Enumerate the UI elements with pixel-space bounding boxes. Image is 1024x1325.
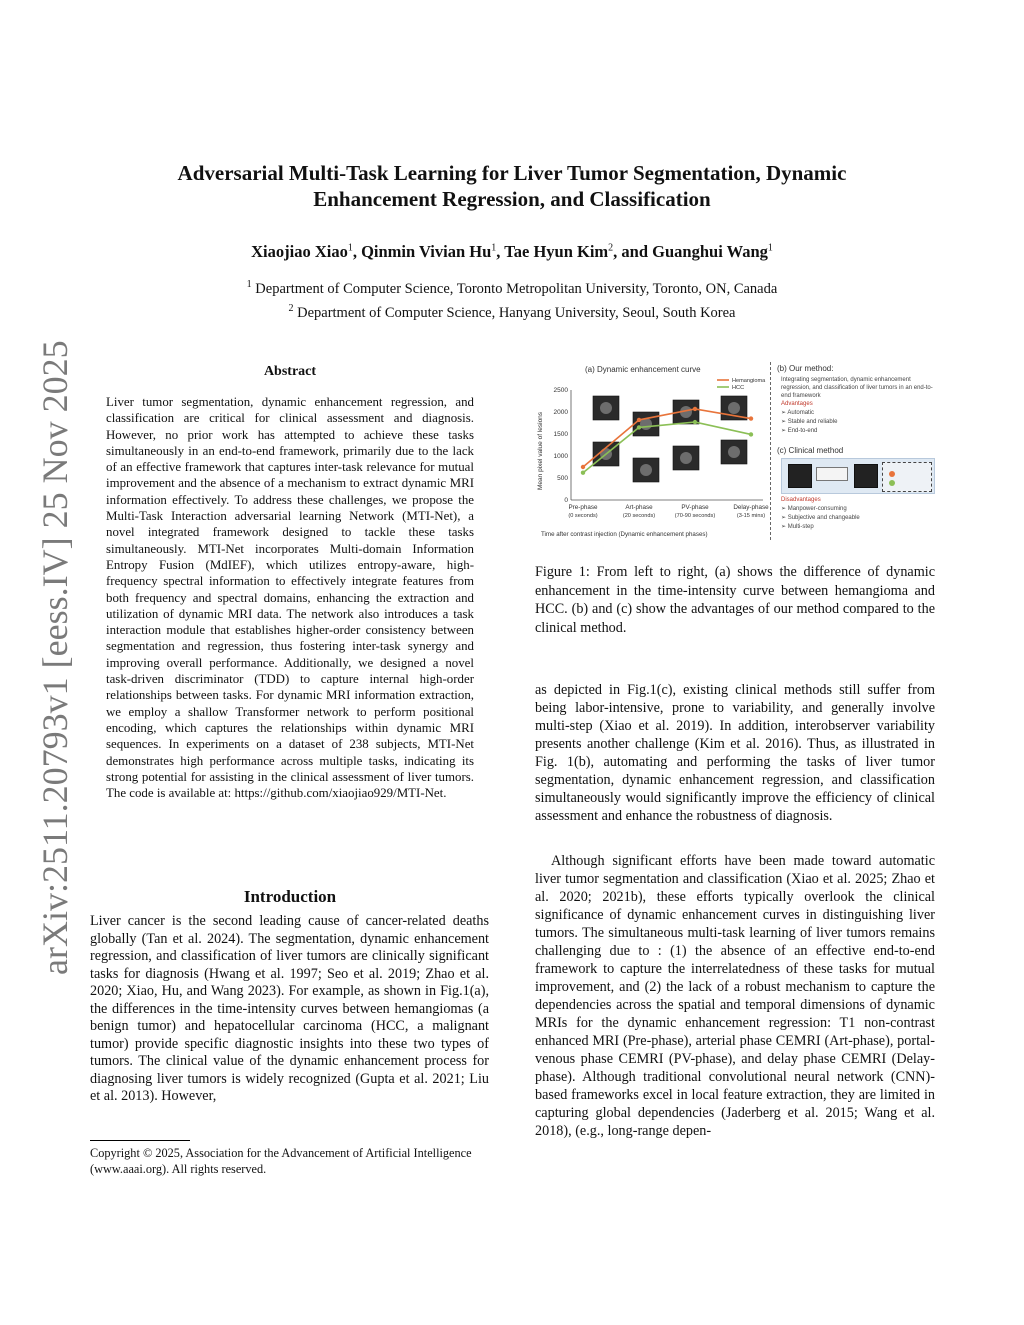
data-point — [693, 420, 697, 424]
figure-panel-bc — [770, 362, 937, 540]
copyright-notice: Copyright © 2025, Association for the Advancement of Artificial Intelligence (www.aaai.org). All rights reserved. — [90, 1146, 472, 1176]
disadvantage-text: Multi-step — [787, 524, 814, 530]
x-tick-sublabel: (0 seconds) — [568, 513, 598, 519]
x-tick-label: Pre-phase — [568, 504, 598, 511]
data-point — [693, 407, 697, 411]
advantage-text: Stable and reliable — [787, 419, 838, 425]
affiliation-1 — [100, 275, 924, 299]
x-tick-label: Art-phase — [625, 504, 653, 511]
mri-lesion — [728, 402, 740, 414]
introduction-heading: Introduction — [243, 887, 337, 906]
legend-label: Hemangioma — [732, 378, 766, 384]
disadvantage-text: Subjective and changeable — [787, 515, 860, 521]
x-tick-sublabel: (20 seconds) — [622, 513, 656, 519]
data-point — [581, 471, 585, 475]
panel-b-title: (b) Our method: — [777, 364, 834, 373]
affiliations — [100, 275, 924, 323]
data-point — [637, 418, 641, 422]
workflow-output-box — [882, 462, 932, 492]
y-tick-label: 2500 — [553, 387, 568, 394]
affiliation-2 — [100, 299, 924, 323]
mri-lesion — [640, 464, 652, 476]
y-tick-label: 1000 — [553, 453, 568, 460]
paper-title — [100, 160, 924, 212]
disadvantage-item: ➢ Multi-step — [781, 524, 814, 530]
x-tick-label: Delay-phase — [733, 504, 769, 511]
author: Qinmin Vivian Hu — [361, 242, 492, 261]
data-point — [581, 465, 585, 469]
advantage-text: Automatic — [787, 410, 815, 416]
x-tick-label: PV-phase — [681, 504, 709, 511]
data-point — [749, 432, 753, 436]
advantages-label: Advantages — [781, 401, 813, 407]
disadvantage-item: ➢ Manpower-consuming — [781, 506, 847, 512]
chart-y-label: Mean pixel value of lesions — [537, 411, 544, 490]
advantage-item: ➢ Automatic — [781, 410, 815, 416]
y-tick-label: 1500 — [553, 431, 568, 438]
chart-legend — [717, 378, 766, 391]
advantage-item: ➢ Stable and reliable — [781, 419, 838, 425]
mri-lesion — [600, 402, 612, 414]
advantage-item: ➢ End-to-end — [781, 428, 818, 434]
affil-sup: 2 — [288, 302, 294, 314]
disadvantage-text: Manpower-consuming — [787, 506, 847, 512]
footnote-rule — [90, 1140, 190, 1141]
dynamic-enhancement-chart — [533, 360, 769, 540]
legend-label: HCC — [732, 385, 745, 391]
body-paragraph: as depicted in Fig.1(c), existing clinical methods still suffer from being labor-intensive, prone to variability, and generally involve multi-step (Xiao et al. 2019). In addition, interobserver variability presents another challenge (Kim et al. 2016). Thus, as illustrated in Fig. 1(b), automating and performing the tasks of liver tumor segmentation, dynamic enhancement regression, and classification simultaneously would significantly improve the efficiency of clinical assessment and enhance the robustness of diagnosis. — [535, 682, 935, 824]
panel-c-title: (c) Clinical method — [777, 446, 844, 455]
affil-text: Department of Computer Science, Toronto Metropolitan University, Toronto, ON, Canada — [255, 280, 778, 297]
disadvantage-item: ➢ Subjective and changeable — [781, 515, 860, 521]
disadvantages-label: Disadvantages — [781, 497, 821, 503]
author: Tae Hyun Kim — [504, 242, 609, 261]
data-point — [749, 416, 753, 420]
author: and Guanghui Wang — [621, 242, 768, 261]
body-paragraph: Although significant efforts have been made toward automatic liver tumor segmentation and classification (Xiao et al. 2025; Zhao et al. 2020; 2021b), these efforts typically overlook the clinical significance of dynamic enhancement curves in distinguishing liver tumors. The simultaneous multi-task learning of liver tumors remains challenging due to : (1) the absence of an effective end-to-end framework to capture the interrelatedness of these tasks for mutual improvement, and (2) the lack of a robust mechanism to capture the dependencies across the spatial and temporal dimensions of dynamic MRIs for the dynamic enhancement regression: T1 non-contrast enhanced MRI (Pre-phase), arterial phase CEMRI (Art-phase), portal-venous phase CEMRI (PV-phase), and delay phase CEMRI (Delay-phase). Although traditional convolutional neural network (CNN)-based frameworks excel in local feature extraction, they are limited in capturing global dependencies (Jaderberg et al. 2015; Wang et al. 2018), (e.g., long-range depen- — [535, 853, 935, 1139]
legend-dot — [889, 480, 895, 486]
mri-lesion — [680, 452, 692, 464]
figure-caption: Figure 1: From left to right, (a) shows the difference of dynamic enhancement in the time-intensity curve between hemangioma and HCC. (b) and (c) show the advantages of our method compared to the clinical method. — [535, 564, 935, 636]
author-sup: 1 — [347, 242, 353, 254]
title-line-1: Adversarial Multi-Task Learning for Liver Tumor Segmentation, Dynamic — [177, 161, 847, 185]
author-sup: 1 — [491, 242, 497, 254]
title-line-2: Enhancement Regression, and Classification — [313, 187, 711, 211]
clinical-workflow-diagram — [781, 458, 935, 494]
chart-title: (a) Dynamic enhancement curve — [585, 365, 701, 374]
abstract-text: Liver tumor segmentation, dynamic enhancement regression, and classification are critical for clinical assessment and diagnosis. However, no prior work has attempted to achieve these tasks simultaneously in an end-to-end framework, primarily due to the lack of an effective framework that captures inter-task relevance for mutual improvement and the absence of a mechanism to extract dynamic MRI information effectively. To address these challenges, we propose the Multi-Task Interaction adversarial learning Network (MTI-Net), a novel integrated framework designed to tackle these tasks simultaneously. MTI-Net incorporates Multi-domain Information Entropy Fusion (MdIEF), which utilizes entropy-aware, high-frequency spectral information to effectively integrate features from both frequency and spectral domains, enhancing the extraction and utilization of dynamic MRI data. The network also introduces a task interaction module that establishes higher-order consistency between segmentation and regression, thus fostering inter-task synergy and improving overall performance. Additionally, we designed a novel task-driven discriminator (TDD) to capture internal high-order relationships between tasks. For dynamic MRI information extraction, we employ a shallow Transformer network to perform positional encoding, which captures the relationships within dynamic MRI sequences. In experiments on a dataset of 238 subjects, MTI-Net demonstrates high performance across multiple tasks, indicating its strong potential for assisting in the clinical assessment of liver tumors. The code is available at: https://github.com/xiaojiao929/MTI-Net. — [106, 395, 474, 801]
panel-b-description: Integrating segmentation, dynamic enhancement regression, and classification of liver tumors in an end-to-end framework — [781, 377, 933, 399]
mri-thumbnail — [854, 464, 878, 488]
y-tick-label: 500 — [557, 475, 568, 482]
x-tick-sublabel: (70-90 seconds) — [674, 513, 716, 519]
legend-dot — [889, 471, 895, 477]
author-sup: 1 — [767, 242, 773, 254]
data-point — [637, 425, 641, 429]
workflow-box — [816, 467, 848, 481]
author-list: Xiaojiao Xiao$^1$, Qinmin Vivian Hu$^1$, Tae Hyun Kim$^2$, and Guanghui Wang$^1$ — [251, 242, 773, 261]
author-sup: 2 — [608, 242, 614, 254]
mri-lesion — [728, 446, 740, 458]
introduction-paragraph: Liver cancer is the second leading cause of cancer-related deaths globally (Tan et al. 2024). The segmentation, dynamic enhancement regression, and classification of liver tumors are clinically significant tasks for diagnosis (Hwang et al. 1997; Seo et al. 2019; Zhao et al. 2020; Xiao, Hu, and Wang 2023). For example, as shown in Fig.1(a), the differences in the time-intensity curves between hemangiomas (a benign tumor) and hepatocellular carcinoma (HCC, a malignant tumor) provide specific diagnostic insights into these two types of tumors. The clinical value of the dynamic enhancement process for diagnosing liver tumors is widely recognized (Gupta et al. 2021; Liu et al. 2013). However, — [90, 913, 489, 1104]
y-tick-label: 0 — [564, 497, 568, 504]
y-tick-label: 2000 — [553, 409, 568, 416]
author: Xiaojiao Xiao — [251, 242, 348, 261]
affil-sup: 1 — [246, 279, 252, 290]
abstract-heading: Abstract — [263, 364, 317, 379]
arxiv-watermark: arXiv:2511.20793v1 [eess.IV] 25 Nov 2025 — [35, 340, 75, 975]
mri-thumbnail — [788, 464, 812, 488]
x-tick-sublabel: (3-15 mins) — [736, 513, 766, 519]
chart-x-label: Time after contrast injection (Dynamic enhancement phases) — [541, 531, 708, 538]
advantage-text: End-to-end — [787, 428, 818, 434]
affil-text: Department of Computer Science, Hanyang University, Seoul, South Korea — [297, 304, 736, 321]
